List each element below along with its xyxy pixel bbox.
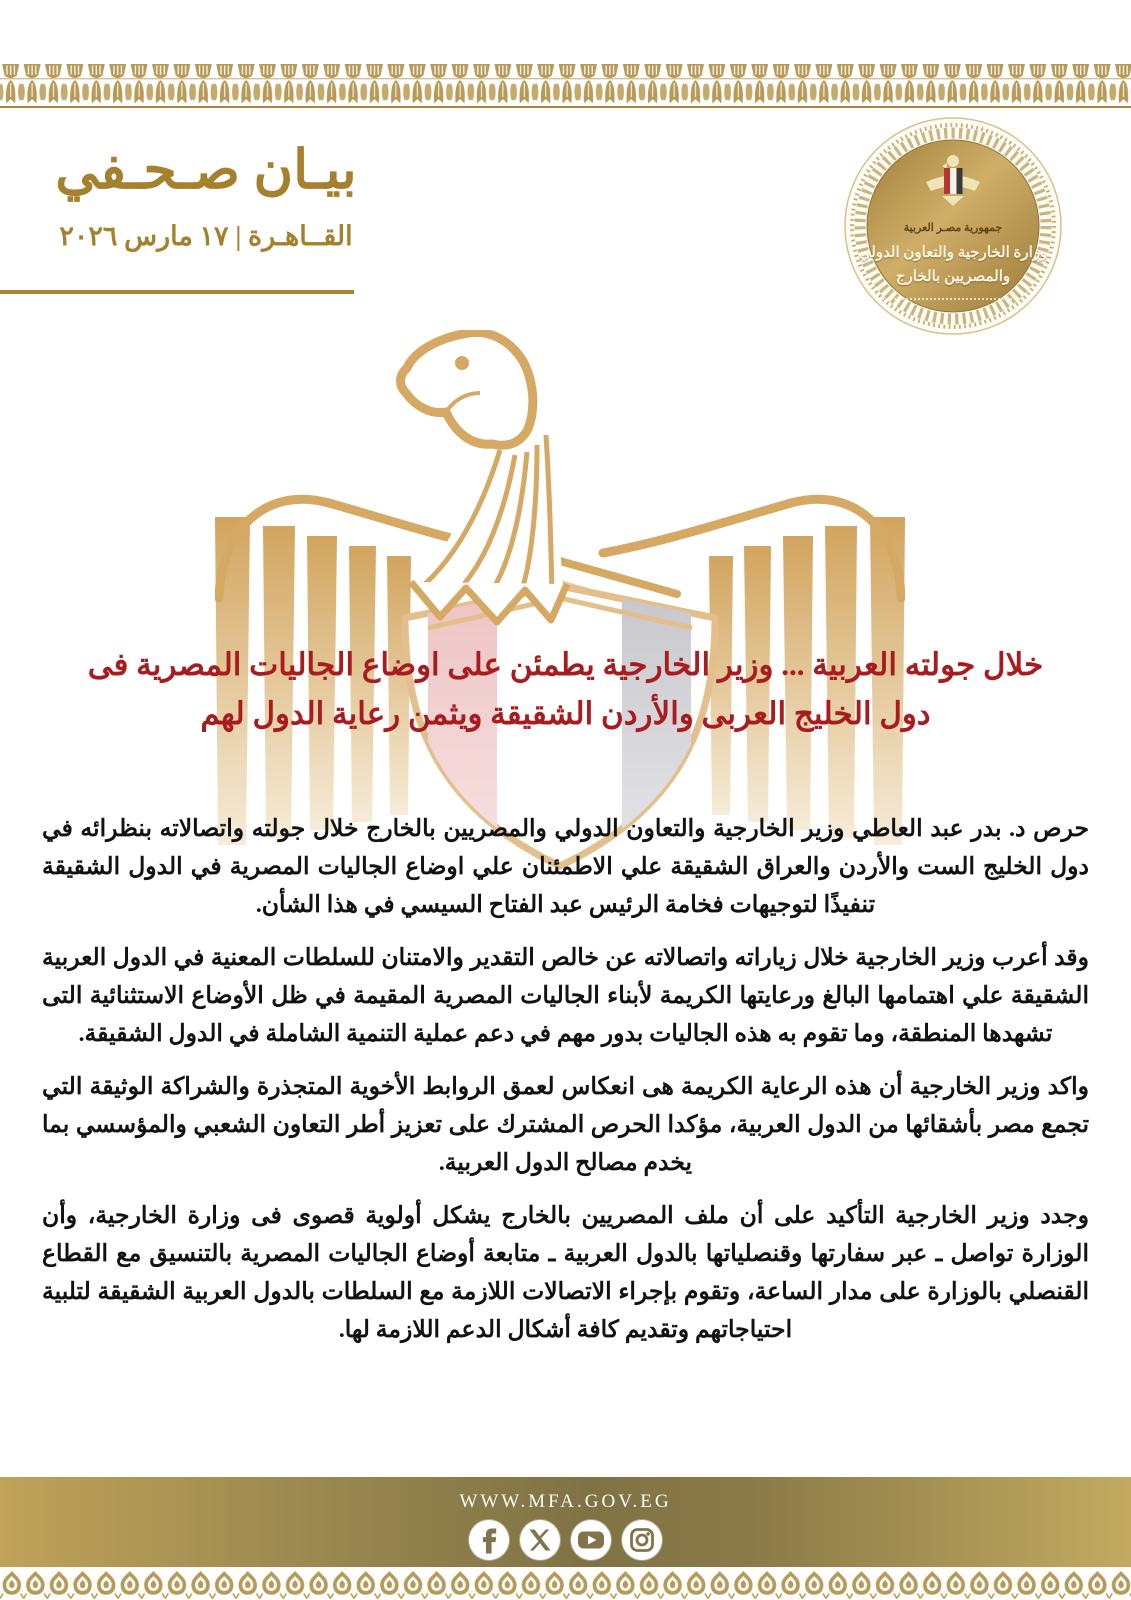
headline-line2: دول الخليج العربى والأردن الشقيقة ويثمن رعاية الدول لهم <box>200 696 931 731</box>
ministry-seal <box>843 116 1063 336</box>
x-twitter-icon[interactable] <box>520 1520 560 1560</box>
bottom-ornament-border <box>0 1569 1131 1600</box>
paragraph-1: حرص د. بدر عبد العاطي وزير الخارجية والتعاون الدولي والمصريين بالخارج خلال جولته واتصالاته بنظرائه في دول الخليج الست والأردن والعراق الشقيقة علي الاطمئنان علي اوضاع الجاليات المصرية في الدول الشقيقة تنفيذًا لتوجيهات فخامة الرئيس عبد الفتاح السيسي في هذا الشأن. <box>42 816 1089 918</box>
seal-fineprint-line <box>878 298 1028 300</box>
press-headline <box>28 640 1103 738</box>
seal-ministry-name-line1: وزارة الخارجية والتعاون الدولي <box>858 245 1048 261</box>
ministry-website-url[interactable]: WWW.MFA.GOV.EG <box>459 1491 672 1512</box>
document-type-title: بيـان صـحـفي <box>55 140 357 200</box>
facebook-icon[interactable] <box>469 1520 509 1560</box>
seal-country-name: جمهورية مصـر العربية <box>903 222 1003 234</box>
header-divider-line <box>0 290 354 294</box>
paragraph-3: واكد وزير الخارجية أن هذه الرعاية الكريمة هى انعكاس لعمق الروابط الأخوية المتجذرة والشراكة الوثيقة التي تجمع مصر بأشقائها من الدول العربية، مؤكدا الحرص المشترك على تعزيز أطر التعاون الشعبي والمؤسسي بما يخدم مصالح الدول العربية. <box>42 1074 1089 1176</box>
press-body <box>42 810 1089 1364</box>
city-date-line: القــاهـرة | ١٧ مارس ٢٠٢٦ <box>59 221 353 251</box>
paragraph-4: وجدد وزير الخارجية التأكيد على أن ملف المصريين بالخارج يشكل أولوية قصوى فى وزارة الخارجية، وأن الوزارة تواصل ـ عبر سفارتها وقنصلياتها بالدول العربية ـ متابعة أوضاع الجاليات المصرية بالتنسيق مع القطاع القنصلي بالوزارة على مدار الساعة، وتقوم بإجراء الاتصالات اللازمة مع السلطات بالدول العربية الشقيقة لتلبية احتياجاتهم وتقديم كافة أشكال الدعم اللازمة لها. <box>42 1203 1089 1343</box>
eagle-head <box>400 332 532 445</box>
top-ornament-border <box>0 63 1131 109</box>
social-icons-row <box>0 1520 1131 1560</box>
youtube-icon[interactable] <box>571 1520 611 1560</box>
seal-ministry-name-line2: والمصريين بالخارج <box>895 269 1011 285</box>
instagram-icon[interactable] <box>622 1520 662 1560</box>
eagle-watermark <box>215 330 905 875</box>
paragraph-2: وقد أعرب وزير الخارجية خلال زياراته واتصالاته عن خالص التقدير والامتنان للسلطات المعنية في الدول العربية الشقيقة علي اهتمامها البالغ ورعايتها الكريمة لأبناء الجاليات المصرية المقيمة في ظل الأوضاع الاستثنائية التى تشهدها المنطقة، وما تقوم به هذه الجاليات بدور مهم في دعم عملية التنمية الشاملة في الدول الشقيقة. <box>42 945 1089 1047</box>
headline-line1: خلال جولته العربية ... وزير الخارجية يطمئن على اوضاع الجاليات المصرية فى <box>87 647 1044 682</box>
eagle-eye <box>455 356 469 370</box>
seal-graphic <box>843 116 1063 336</box>
